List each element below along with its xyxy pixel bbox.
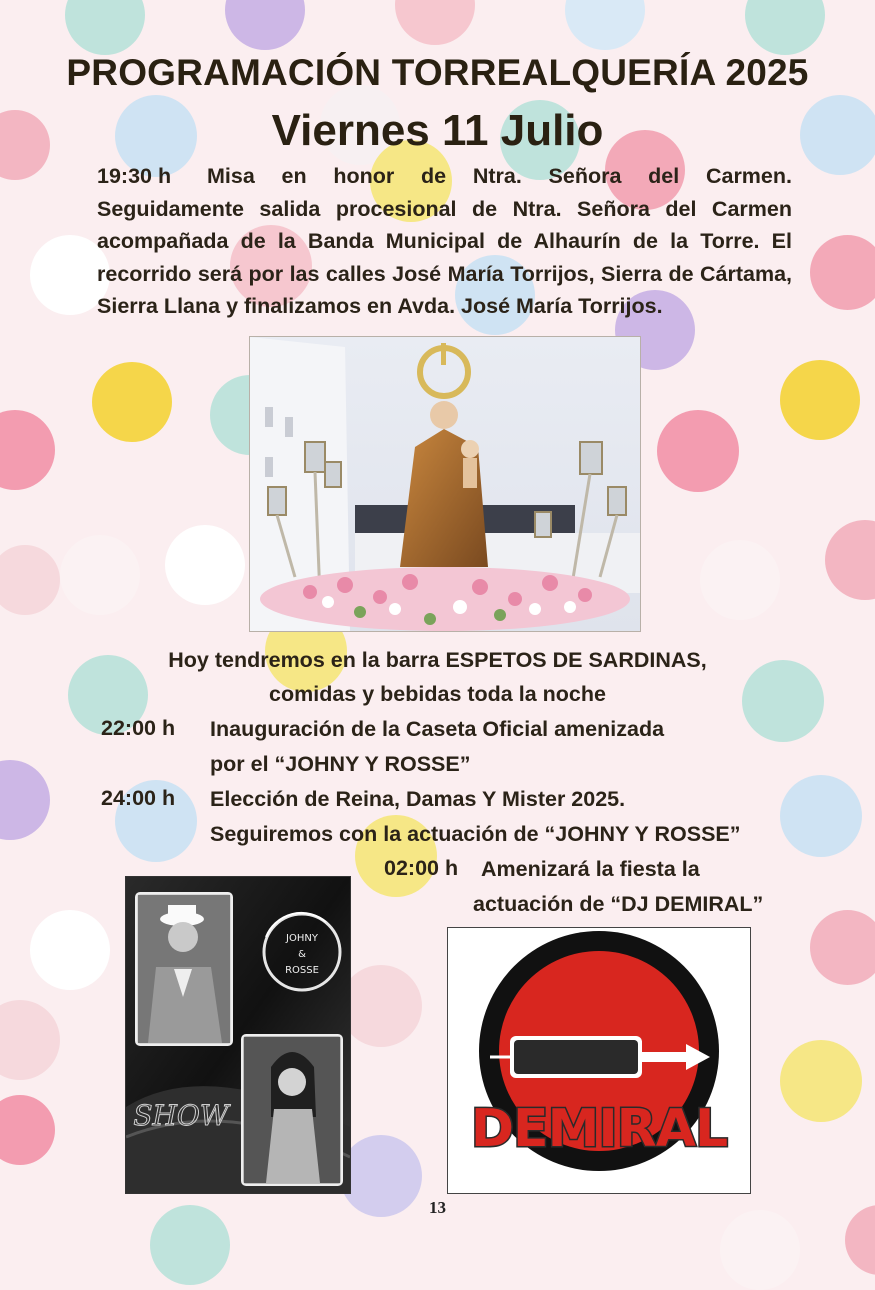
program-line: Inauguración de la Caseta Oficial amenizada — [210, 717, 665, 741]
procession-photo — [249, 336, 641, 632]
program-item — [210, 782, 741, 852]
program-line: Amenizará la fiesta la — [481, 857, 700, 881]
program-line: por el “JOHNY Y ROSSE” — [210, 752, 471, 776]
poster-logo-line3: ROSSE — [285, 965, 319, 976]
intro-rest: Seguidamente salida procesional de Ntra. Señora del Carmen acompañada de la Banda Municipal de Alhaurín de la Torre. El recorrido será por las calles José María Torrijos, Sierra de Cártama, Sierra Llana y finalizamos en Avda. José María Torrijos. — [97, 196, 792, 319]
program-time: 02:00 h — [384, 856, 459, 880]
poster-logo-line1: JOHNY — [286, 933, 318, 944]
program-line: Elección de Reina, Damas Y Mister 2025. — [210, 787, 626, 811]
bar-notice-line1: Hoy tendremos en la barra ESPETOS DE SARDINAS, — [168, 648, 707, 672]
poster-show-text: SHOW — [133, 1099, 229, 1132]
program-line: Seguiremos con la actuación de “JOHNY Y ROSSE” — [210, 822, 741, 846]
page-title: PROGRAMACIÓN TORREALQUERÍA 2025 — [66, 52, 809, 93]
program-item — [473, 852, 764, 922]
bar-notice-line2: comidas y bebidas toda la noche — [269, 682, 606, 706]
dj-demiral-logo — [447, 927, 751, 1194]
johny-rosse-poster — [125, 876, 351, 1194]
poster-logo-line2: & — [298, 949, 306, 960]
page-number: 13 — [429, 1198, 446, 1217]
intro-time: 19:30 h — [97, 164, 172, 188]
event-date: Viernes 11 Julio — [271, 106, 604, 155]
dj-logo-text: DEMIRAL — [470, 1099, 728, 1159]
intro-line1: Misa en honor de Ntra. Señora del Carmen. — [207, 164, 792, 188]
program-item — [210, 712, 664, 782]
program-time: 24:00 h — [101, 786, 176, 810]
program-line: actuación de “DJ DEMIRAL” — [473, 892, 764, 916]
program-time: 22:00 h — [101, 716, 176, 740]
intro-paragraph — [97, 160, 792, 323]
